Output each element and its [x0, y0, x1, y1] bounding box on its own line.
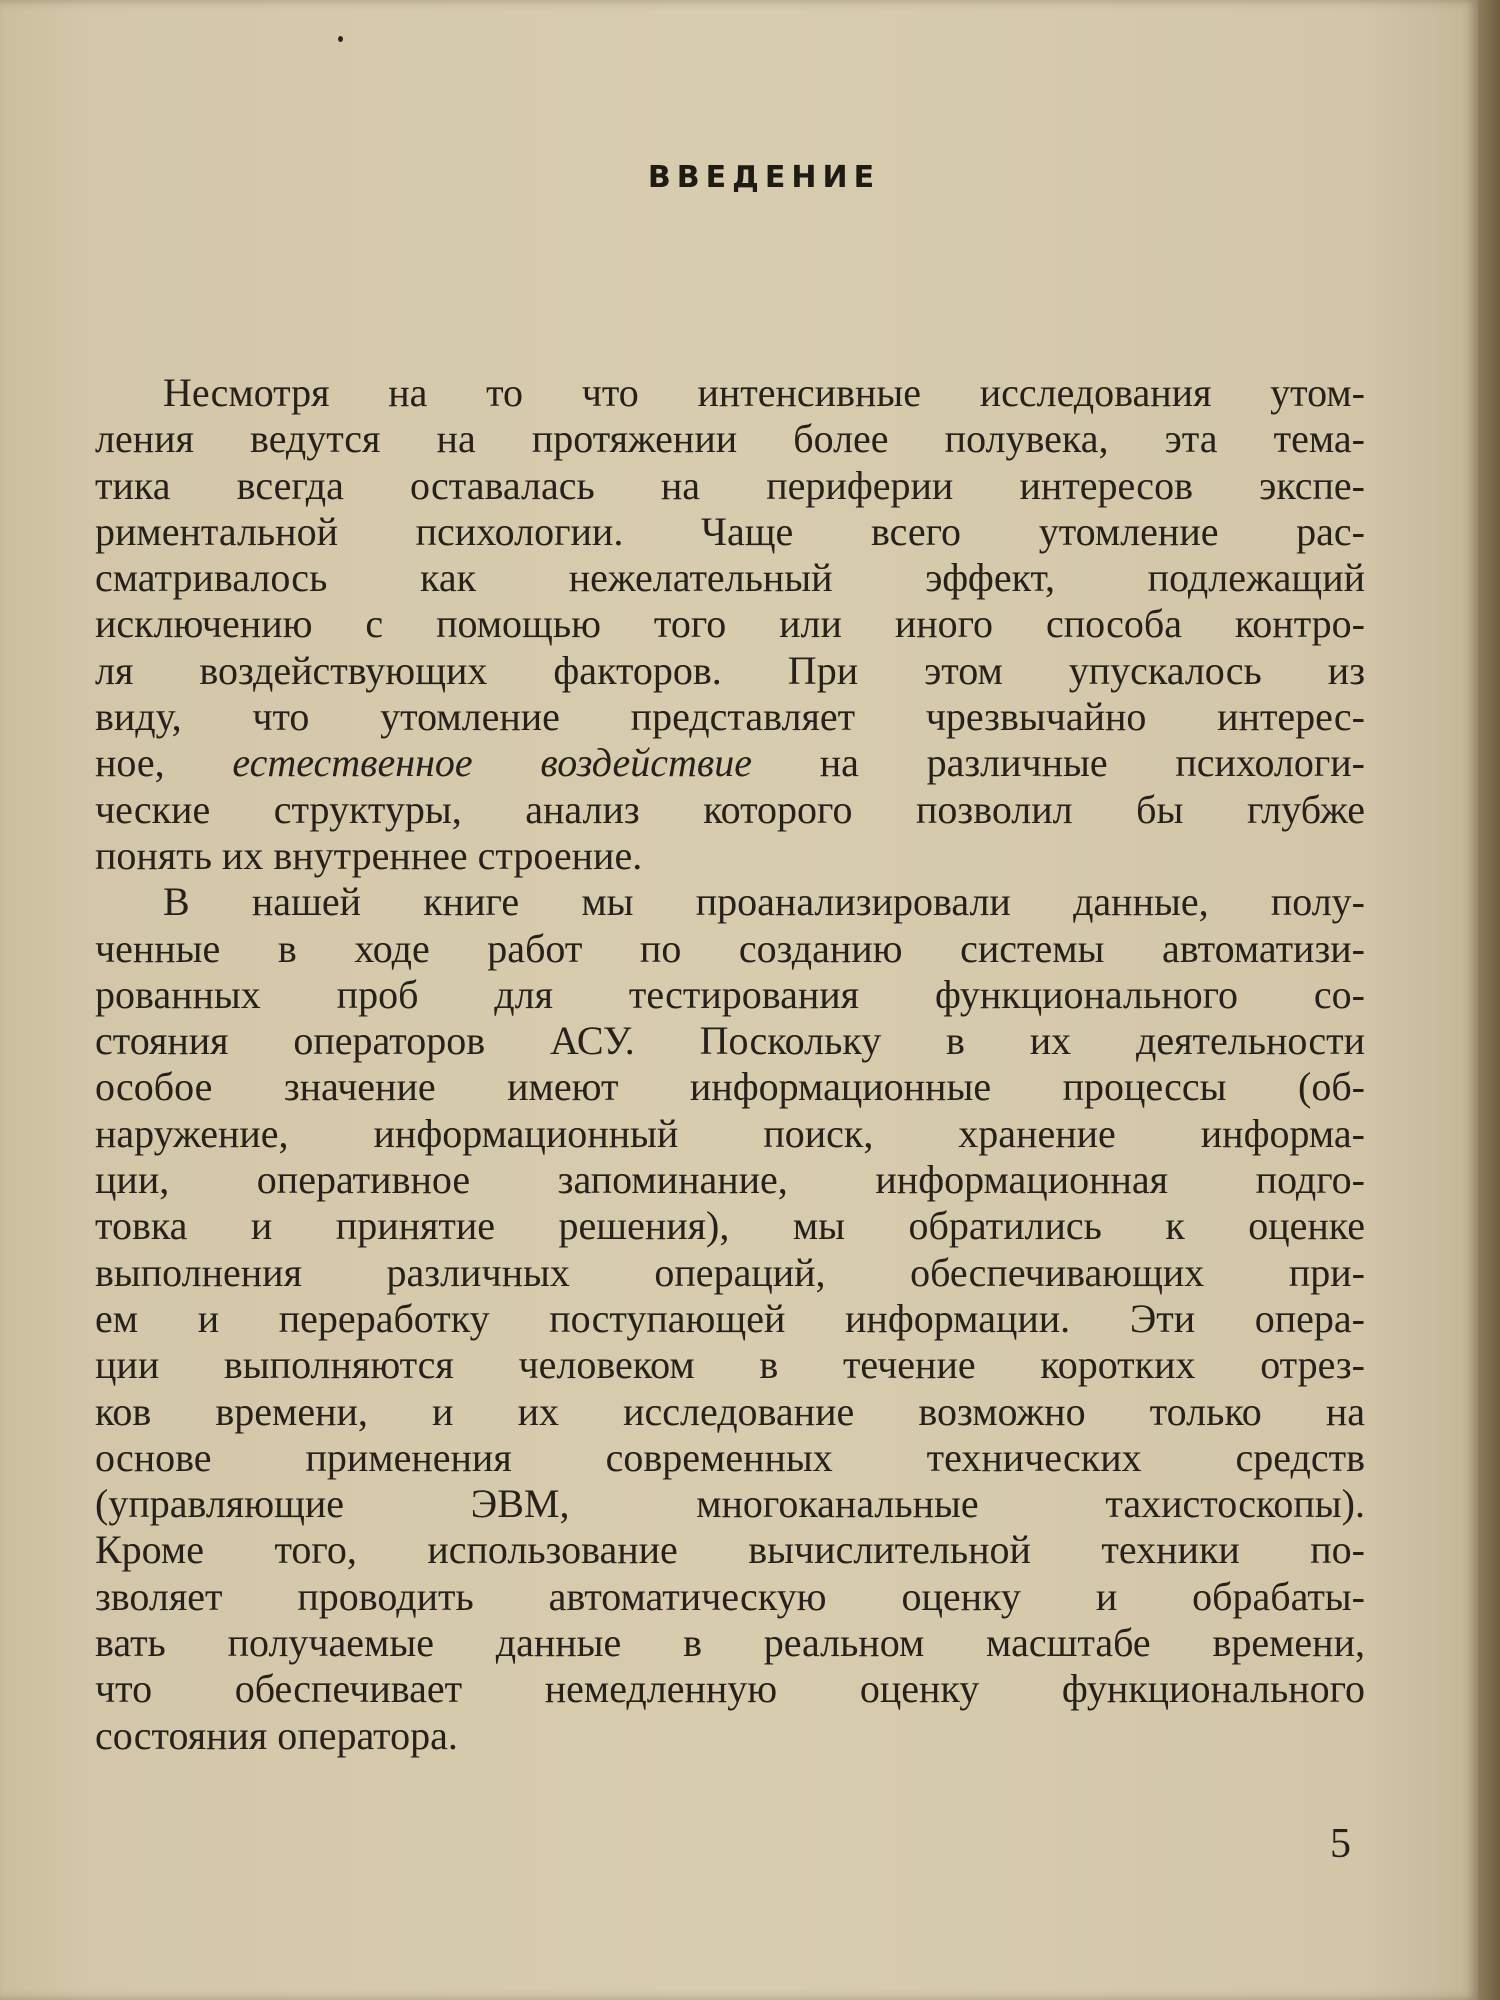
text-line: сматривалось как нежелательный эффект, подлежащий [95, 555, 1365, 601]
page-number: 5 [1330, 1821, 1351, 1867]
text-line: зволяет проводить автоматическую оценку и обрабаты- [95, 1573, 1365, 1619]
text-line: особое значение имеют информационные процессы (об- [95, 1064, 1365, 1110]
text-line: (управляющие ЭВМ, многоканальные тахистоскопы). [95, 1481, 1365, 1527]
text-line: ем и переработку поступающей информации. Эти опера- [95, 1295, 1365, 1341]
text-line: рованных проб для тестирования функционального со- [95, 971, 1365, 1017]
text-run: ное, [95, 740, 233, 786]
text-run: на различные психологи- [752, 740, 1366, 786]
chapter-heading: ВВЕДЕНИЕ [647, 160, 881, 195]
ink-speck [338, 36, 343, 42]
text-line: Кроме того, использование вычислительной техники по- [95, 1527, 1365, 1573]
text-line: ческие структуры, анализ которого позволил бы глубже [95, 786, 1365, 832]
text-line: понять их внутреннее строение. [95, 832, 643, 878]
text-line: В нашей книге мы проанализировали данные, полу- [163, 879, 1365, 925]
emphasized-phrase: естественное воздействие [232, 740, 753, 786]
paragraph-2 [95, 879, 1365, 1759]
text-line: основе применения современных технических средств [95, 1434, 1365, 1480]
paragraph-1 [95, 370, 1365, 879]
text-line: ции, оперативное запоминание, информационная подго- [95, 1157, 1365, 1203]
text-line: ля воздействующих факторов. При этом упускалось из [95, 647, 1365, 693]
text-line: исключению с помощью того или иного способа контро- [95, 601, 1365, 647]
text-line: что обеспечивает немедленную оценку функционального [95, 1666, 1365, 1712]
text-line: состояния оператора. [95, 1712, 458, 1758]
text-line: Несмотря на то что интенсивные исследования утом- [163, 370, 1365, 415]
text-line: риментальной психологии. Чаще всего утомление рас- [95, 508, 1365, 554]
text-line: виду, что утомление представляет чрезвычайно интерес- [95, 694, 1365, 740]
text-line: выполнения различных операций, обеспечивающих при- [95, 1249, 1365, 1295]
text-line: ления ведутся на протяжении более полувека, эта тема- [95, 416, 1365, 462]
text-line: наружение, информационный поиск, хранение информа- [95, 1110, 1365, 1156]
text-line: ченные в ходе работ по созданию системы автоматизи- [95, 925, 1365, 971]
text-line [95, 740, 1365, 786]
page-edge-shadow [1478, 0, 1500, 2000]
text-line: ции выполняются человеком в течение коротких отрез- [95, 1342, 1365, 1388]
text-line: вать получаемые данные в реальном масштабе времени, [95, 1620, 1365, 1666]
text-line: тика всегда оставалась на периферии интересов экспе- [95, 462, 1365, 508]
body-text [95, 370, 1365, 1759]
text-line: стояния операторов АСУ. Поскольку в их деятельности [95, 1018, 1365, 1064]
text-line: ков времени, и их исследование возможно только на [95, 1388, 1365, 1434]
text-line: товка и принятие решения), мы обратились к оценке [95, 1203, 1365, 1249]
